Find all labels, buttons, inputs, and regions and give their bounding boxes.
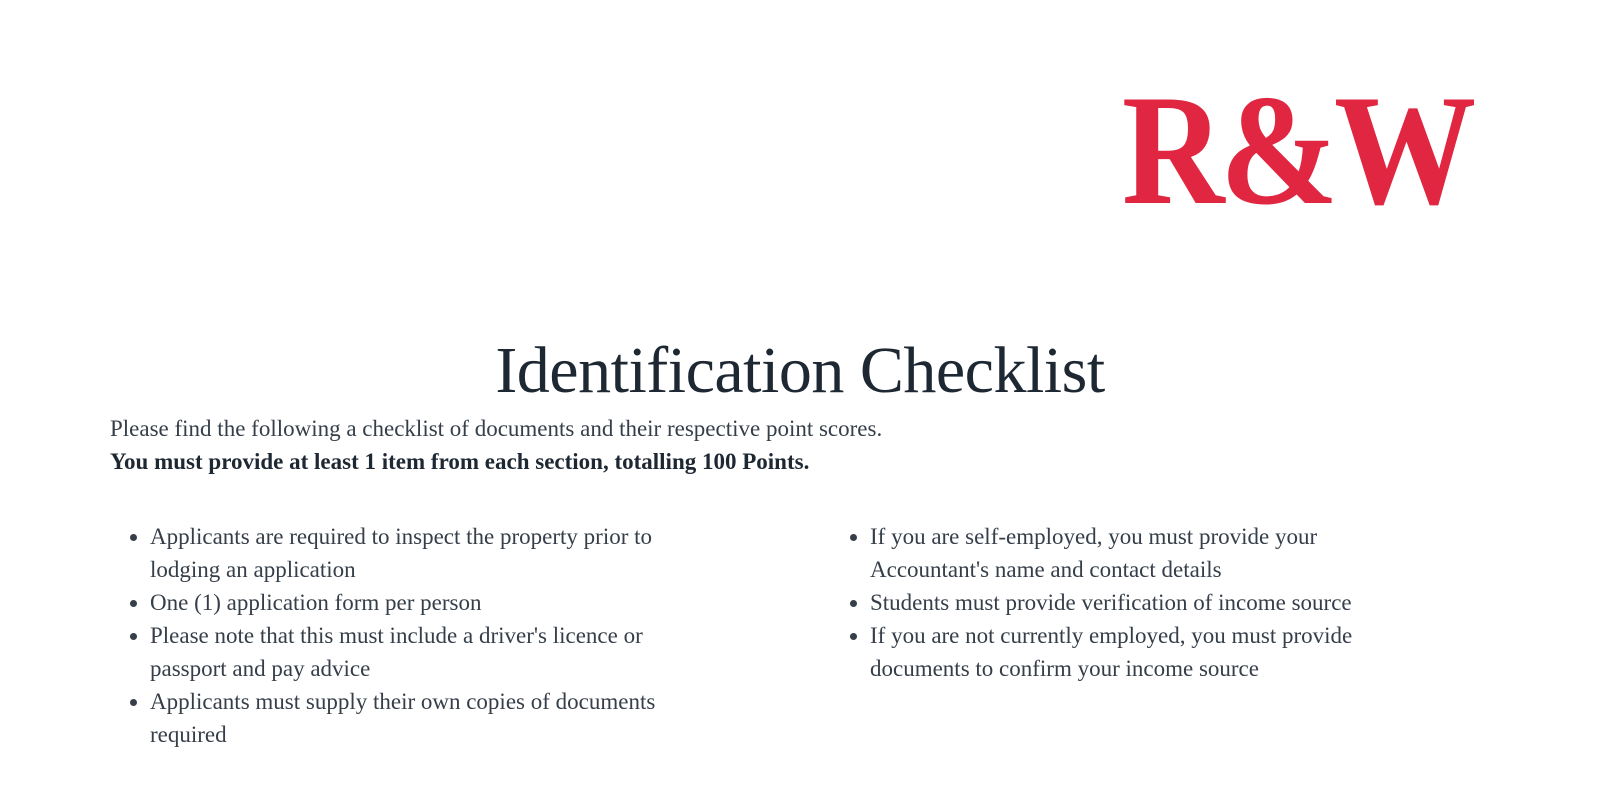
intro-line-1: Please find the following a checklist of documents and their respective point scores. <box>110 416 883 441</box>
list-item: • Please note that this must include a driver's licence or passport and pay advice <box>150 619 710 685</box>
rw-brand-logo: R&W <box>1122 63 1472 238</box>
list-item: • One (1) application form per person <box>150 586 710 619</box>
list-item: • Students must provide verification of income source <box>870 586 1430 619</box>
income-requirements-list <box>830 520 1430 685</box>
general-requirements-list <box>110 520 710 751</box>
checklist-columns <box>110 520 1490 751</box>
list-item: • If you are self-employed, you must provide your Accountant's name and contact details <box>870 520 1430 586</box>
intro-line-2-bold: You must provide at least 1 item from each section, totalling 100 Points. <box>110 449 810 474</box>
checklist-column-right <box>830 520 1430 751</box>
page-title: Identification Checklist <box>495 334 1105 408</box>
list-item: • Applicants are required to inspect the property prior to lodging an application <box>150 520 710 586</box>
list-item: • Applicants must supply their own copies of documents required <box>150 685 710 751</box>
checklist-column-left <box>110 520 710 751</box>
intro-paragraph <box>110 412 882 478</box>
list-item: • If you are not currently employed, you must provide documents to confirm your income source <box>870 619 1430 685</box>
